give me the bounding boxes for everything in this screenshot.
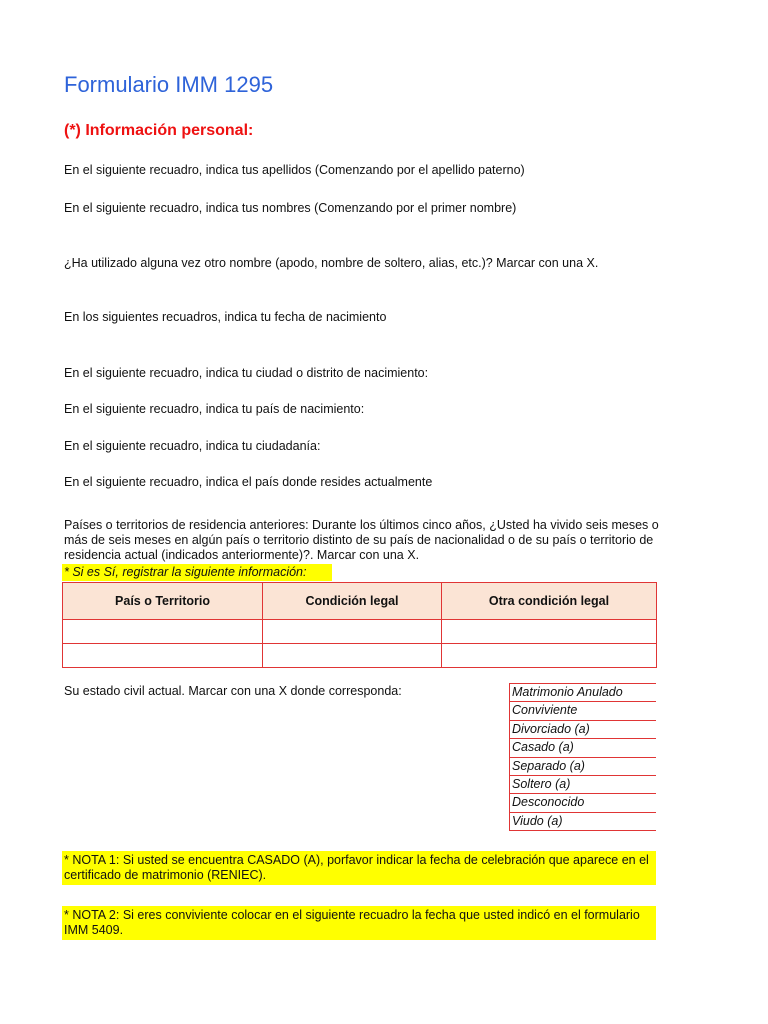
- question-ciudad: En el siguiente recuadro, indica tu ciudad o distrito de nacimiento:: [64, 366, 429, 380]
- table-header-row: [63, 583, 657, 620]
- table-cell-input[interactable]: [263, 620, 442, 644]
- question-fecha-nacimiento: En los siguientes recuadros, indica tu fecha de nacimiento: [64, 310, 387, 324]
- question-pais-residencia: En el siguiente recuadro, indica el país donde resides actualmente: [64, 475, 433, 489]
- si-note: * Si es Sí, registrar la siguiente información:: [62, 564, 332, 581]
- table-cell-input[interactable]: [63, 644, 263, 668]
- question-otro-nombre: ¿Ha utilizado alguna vez otro nombre (apodo, nombre de soltero, alias, etc.)? Marcar con una X.: [64, 256, 599, 270]
- header-otra-condicion: Otra condición legal: [442, 583, 657, 620]
- table-cell-input[interactable]: [442, 620, 657, 644]
- marital-option[interactable]: Divorciado (a): [509, 721, 656, 739]
- header-pais: País o Territorio: [63, 583, 263, 620]
- marital-option[interactable]: Viudo (a): [509, 813, 656, 831]
- note-2: * NOTA 2: Si eres conviviente colocar en el siguiente recuadro la fecha que usted indicó en el formulario IMM 5409.: [62, 906, 656, 940]
- header-condicion: Condición legal: [263, 583, 442, 620]
- question-pais-nacimiento: En el siguiente recuadro, indica tu país de nacimiento:: [64, 402, 365, 416]
- note-1: * NOTA 1: Si usted se encuentra CASADO (A), porfavor indicar la fecha de celebración que aparece en el certificado de matrimonio (RENIEC).: [62, 851, 656, 885]
- question-apellidos: En el siguiente recuadro, indica tus apellidos (Comenzando por el apellido paterno): [64, 163, 525, 177]
- marital-option[interactable]: Soltero (a): [509, 776, 656, 794]
- residence-table: [62, 582, 657, 668]
- marital-options-list: [509, 683, 656, 831]
- table-cell-input[interactable]: [63, 620, 263, 644]
- section-heading: (*) Información personal:: [64, 122, 254, 139]
- table-cell-input[interactable]: [442, 644, 657, 668]
- question-ciudadania: En el siguiente recuadro, indica tu ciudadanía:: [64, 439, 321, 453]
- marital-option[interactable]: Casado (a): [509, 739, 656, 757]
- marital-option[interactable]: Matrimonio Anulado: [509, 683, 656, 702]
- form-title: Formulario IMM 1295: [64, 76, 274, 97]
- marital-option[interactable]: Conviviente: [509, 702, 656, 720]
- question-nombres: En el siguiente recuadro, indica tus nombres (Comenzando por el primer nombre): [64, 201, 517, 215]
- table-row: [63, 620, 657, 644]
- marital-option[interactable]: Separado (a): [509, 758, 656, 776]
- table-row: [63, 644, 657, 668]
- marital-label: Su estado civil actual. Marcar con una X donde corresponda:: [64, 684, 402, 698]
- marital-option[interactable]: Desconocido: [509, 794, 656, 812]
- table-cell-input[interactable]: [263, 644, 442, 668]
- residencia-paragraph: Países o territorios de residencia anteriores: Durante los últimos cinco años, ¿Usted ha vivido seis meses o más de seis meses en algún país o territorio distinto de su país de nacionalidad o de su país o territorio de residencia actual (indicados anteriormente)?. Marcar con una X.: [64, 518, 659, 562]
